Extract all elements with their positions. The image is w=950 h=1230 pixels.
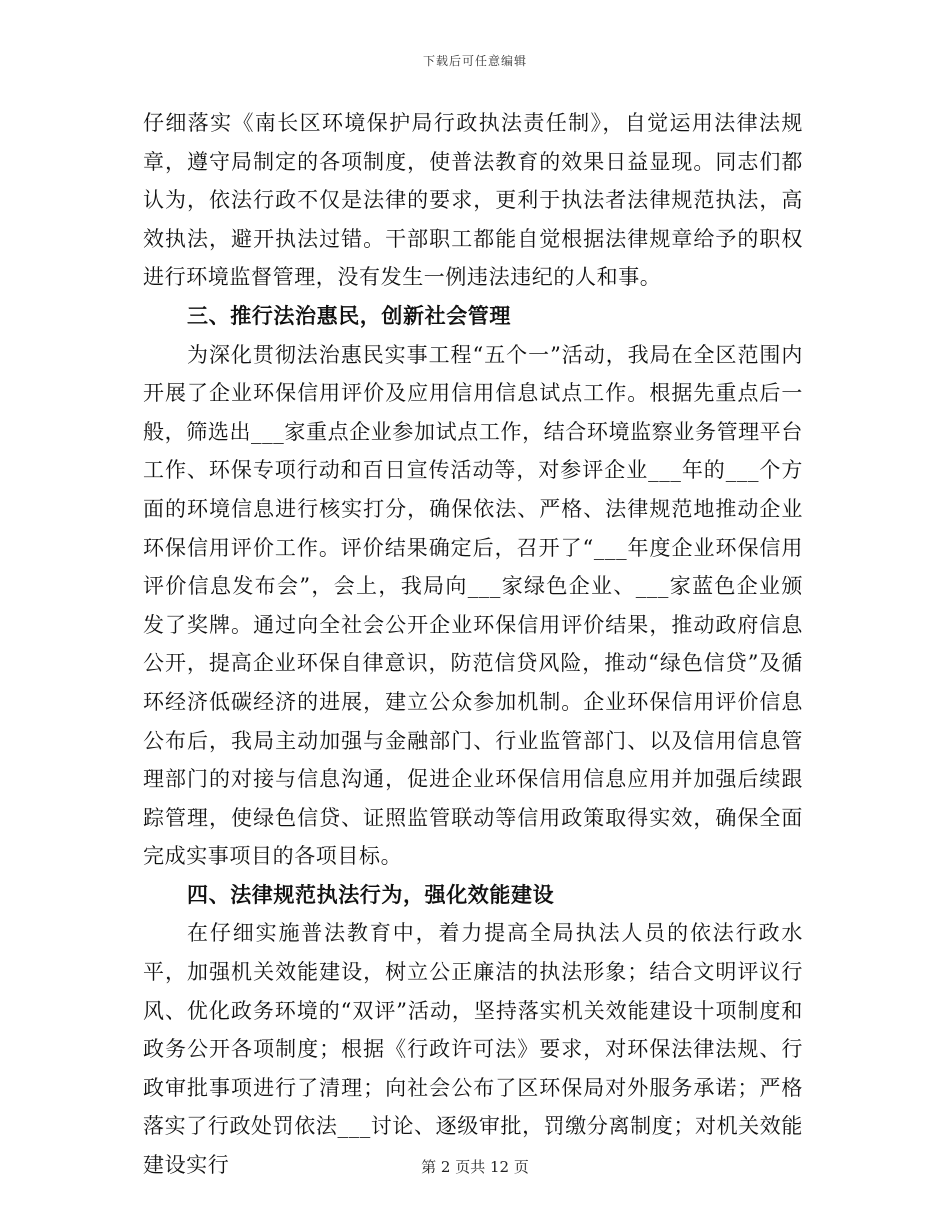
paragraph-continued: 仔细落实《南长区环境保护局行政执法责任制》，自觉运用法律法规章，遵守局制定的各项制度，使普法教育的效果日益显现。同志们都认为，依法行政不仅是法律的要求，更利于执法者法律规范执法，高效执法，避开执法过错。干部职工都能自觉根据法律规章给予的职权进行环境监督管理，没有发生一例违法违纪的人和事。 — [143, 111, 803, 290]
document-body — [143, 104, 803, 1185]
paragraph-section-4: 在仔细实施普法教育中，着力提高全局执法人员的依法行政水平，加强机关效能建设，树立公正廉洁的执法形象；结合文明评议行风、优化政务环境的“双评”活动，坚持落实机关效能建设十项制度和政务公开各项制度；根据《行政许可法》要求，对环保法律法规、行政审批事项进行了清理；向社会公布了区环保局对外服务承诺；严格落实了行政处罚依法___讨论、逐级审批，罚缴分离制度；对机关效能建设实行 — [143, 921, 803, 1178]
page-number: 第 2 页共 12 页 — [421, 1158, 529, 1176]
section-heading-4: 四、法律规范执法行为，强化效能建设 — [187, 882, 555, 907]
paragraph-section-3: 为深化贯彻法治惠民实事工程“五个一”活动，我局在全区范围内开展了企业环保信用评价及应用信用信息试点工作。根据先重点后一般，筛选出___家重点企业参加试点工作，结合环境监察业务管理平台工作、环保专项行动和百日宣传活动等，对参评企业___年的___个方面的环境信息进行核实打分，确保依法、严格、法律规范地推动企业环保信用评价工作。评价结果确定后，召开了“___年度企业环保信用评价信息发布会”，会上，我局向___家绿色企业、___家蓝色企业颁发了奖牌。通过向全社会公开企业环保信用评价结果，推动政府信息公开，提高企业环保自律意识，防范信贷风险，推动“绿色信贷”及循环经济低碳经济的进展，建立公众参加机制。企业环保信用评价信息公布后，我局主动加强与金融部门、行业监管部门、以及信用信息管理部门的对接与信息沟通，促进企业环保信用信息应用并加强后续跟踪管理，使绿色信贷、证照监管联动等信用政策取得实效，确保全面完成实事项目的各项目标。 — [143, 342, 803, 869]
section-heading-3: 三、推行法治惠民，创新社会管理 — [187, 303, 511, 328]
page-header: 下载后可任意编辑 — [422, 54, 527, 68]
